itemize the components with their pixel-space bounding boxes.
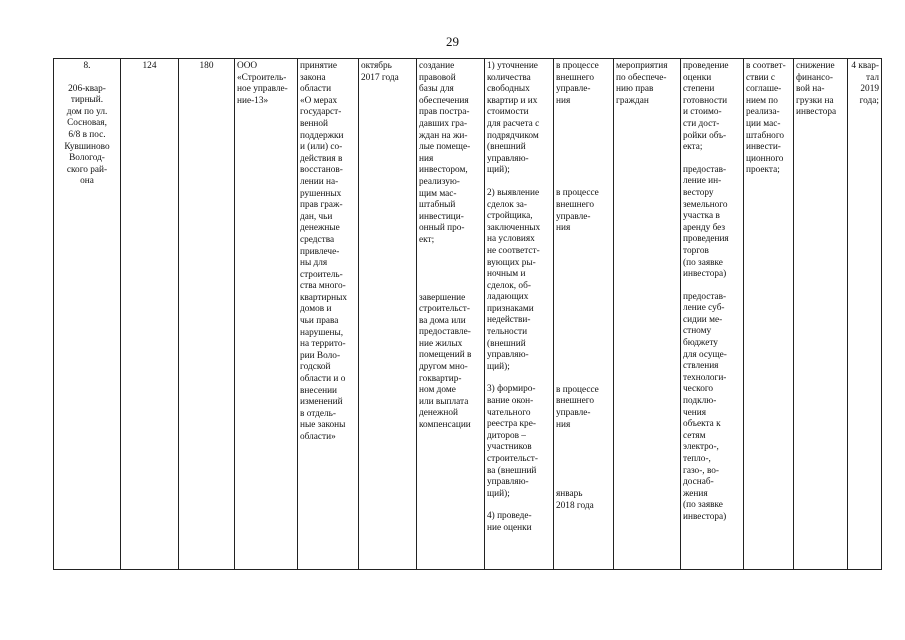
result-cell: [417, 59, 485, 570]
support-item: проведение оценки степени готовности и стоимо- сти дост- ройки объ- екта;: [683, 61, 729, 153]
action-deadline: в процессе внешнего управле- ния: [556, 188, 599, 234]
count-cell-1: 124: [121, 59, 179, 570]
support-cell: [681, 59, 744, 570]
action-item: 2) выявление сделок за- стройщика, заключенных на условиях не соответст- вующих ры- ночным и сделок, об- ладающих признаками недействи- тельности (внешний управляю- щий);: [487, 187, 541, 372]
action-item: 3) формиро- вание окон- чательного реестра кре- диторов – участников строительст- ва (внешний управляю- щий);: [487, 384, 538, 499]
rights-measures-cell: мероприятия по обеспече- нию прав граждан: [614, 59, 681, 570]
action-deadline: в процессе внешнего управле- ния: [556, 384, 599, 430]
actions-cell: [485, 59, 554, 570]
developer-cell: ООО «Строитель- ное управле- ние-13»: [235, 59, 298, 570]
action-item: 1) уточнение количества свободных квартир и их стоимости для расчета с подрядчиком (внешний управляю- щий);: [487, 61, 540, 176]
object-description: 206-квар- тирный. дом по ул. Сосновая, 6/8 в пос. Кувшиново Вологод- ского рай- она: [64, 83, 110, 187]
action-deadline: в процессе внешнего управле- ния: [556, 61, 599, 106]
measure-cell: принятие закона области «О мерах государст- венной поддержки и (или) со- действия в восстанов- лении на- рушенных прав граж- дан, чьи денежные средства привлече- ны для строитель- ства много- квартирных домов и чьи права нарушены, на террито- рии Воло- годской области и о внесении изменений в отдель- ные законы области»: [298, 59, 359, 570]
table-row: [54, 59, 882, 570]
support-item: предостав- ление суб- сидии ме- стному бюджету для осуще- ствления технологи- ческого подклю- чения объекта к сетям электро-, тепло-, газо-, во- доснаб- жения (по заявке инвестора): [683, 291, 727, 522]
count-cell-2: 180: [179, 59, 235, 570]
page-number: 29: [446, 34, 459, 49]
result-text-2: завершение строительст- ва дома или предоставле- ние жилых помещений в другом мно- гоквартир- ном доме или выплата денежной компенсации: [419, 292, 472, 431]
row-number: 8.: [83, 61, 91, 71]
action-deadlines-cell: [554, 59, 614, 570]
action-item: 4) проведе- ние оценки: [487, 511, 532, 533]
completion-cell: 4 квар- тал 2019 года;: [848, 59, 882, 570]
action-deadline: январь 2018 года: [556, 489, 594, 511]
burden-cell: снижение финансо- вой на- грузки на инвестора: [794, 59, 848, 570]
support-item: предостав- ление ин- вестору земельного участка в аренду без проведения торгов (по заявке инвестора): [683, 164, 729, 280]
result-text-1: создание правовой базы для обеспечения прав постра- давших гра- ждан на жи- лые помеще- ния инвестором, реализую- щим мас- штабный инвестици- онный про- ект;: [419, 61, 471, 245]
deadline-cell: октябрь 2017 года: [359, 59, 417, 570]
measures-table: [53, 58, 882, 570]
agreement-cell: в соответ- ствии с соглаше- нием по реализа- ции мас- штабного инвести- ционного проекта;: [744, 59, 794, 570]
object-cell: [54, 59, 121, 570]
